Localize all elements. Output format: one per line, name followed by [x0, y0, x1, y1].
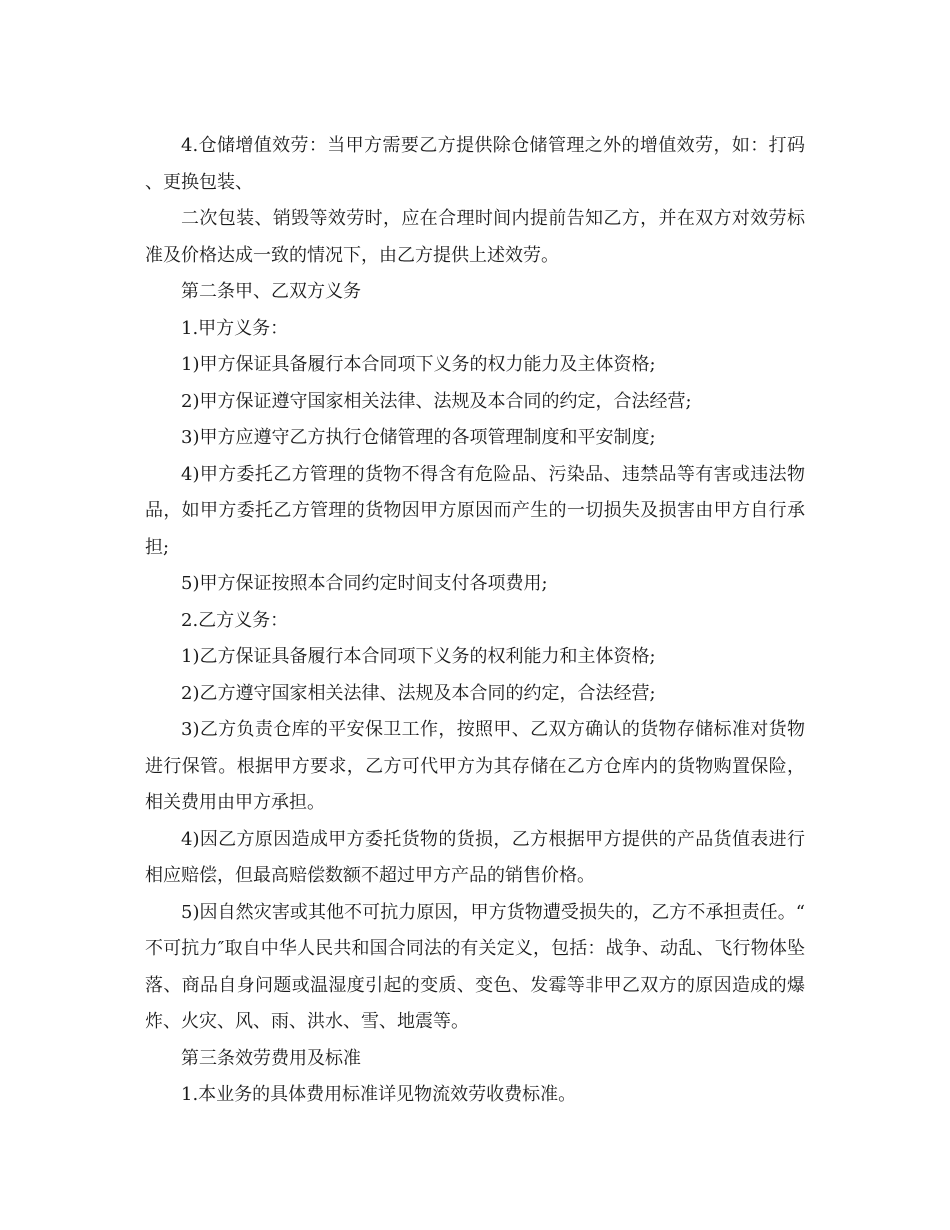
section-heading-article-3: 第三条效劳费用及标准: [181, 1047, 361, 1069]
paragraph-party-a-item-1: 1)甲方保证具备履行本合同项下义务的权力能力及主体资格;: [181, 354, 656, 375]
paragraph-party-a-item-5: 5)甲方保证按照本合同约定时间支付各项费用;: [181, 573, 548, 594]
paragraph-party-b-item-5: 5)因自然灾害或其他不可抗力原因，甲方货物遭受损失的，乙方不承担责任。“不可抗力″取自中华人民共和国合同法的有关定义，包括：战争、动乱、飞行物体坠落、商品自身问题或温湿度引起的变质、变色、发霉等非甲乙双方的原因造成的爆炸、火灾、风、雨、洪水、雪、地震等。: [145, 901, 805, 1032]
paragraph-value-added-service-cont: 二次包装、销毁等效劳时，应在合理时间内提前告知乙方，并在双方对效劳标准及价格达成一致的情况下，由乙方提供上述效劳。: [145, 208, 805, 266]
document-page: [145, 128, 805, 1114]
paragraph-party-b-item-4: 4)因乙方原因造成甲方委托货物的货损，乙方根据甲方提供的产品货值表进行相应赔偿，但最高赔偿数额不超过甲方产品的销售价格。: [145, 828, 805, 886]
paragraph-party-a-item-3: 3)甲方应遵守乙方执行仓储管理的各项管理制度和平安制度;: [181, 427, 656, 448]
subheading-party-a-obligations: 1.甲方义务：: [181, 317, 289, 339]
paragraph-fee-standard-item-1: 1.本业务的具体费用标准详见物流效劳收费标准。: [181, 1084, 577, 1105]
paragraph-value-added-service: 4.仓储增值效劳：当甲方需要乙方提供除仓储管理之外的增值效劳，如：打码、更换包装、: [145, 135, 805, 193]
paragraph-party-b-item-1: 1)乙方保证具备履行本合同项下义务的权利能力和主体资格;: [181, 646, 656, 667]
paragraph-party-a-item-4: 4)甲方委托乙方管理的货物不得含有危险品、污染品、违禁品等有害或违法物品，如甲方委托乙方管理的货物因甲方原因而产生的一切损失及损害由甲方自行承担;: [145, 463, 805, 558]
section-heading-article-2: 第二条甲、乙双方义务: [181, 281, 361, 302]
paragraph-party-b-item-2: 2)乙方遵守国家相关法律、法规及本合同的约定，合法经营;: [181, 682, 656, 704]
subheading-party-b-obligations: 2.乙方义务：: [181, 609, 289, 631]
paragraph-party-b-item-3: 3)乙方负责仓库的平安保卫工作，按照甲、乙双方确认的货物存储标准对货物进行保管。根据甲方要求，乙方可代甲方为其存储在乙方仓库内的货物购置保险，相关费用由甲方承担。: [145, 719, 805, 813]
paragraph-party-a-item-2: 2)甲方保证遵守国家相关法律、法规及本合同的约定，合法经营;: [181, 390, 692, 412]
